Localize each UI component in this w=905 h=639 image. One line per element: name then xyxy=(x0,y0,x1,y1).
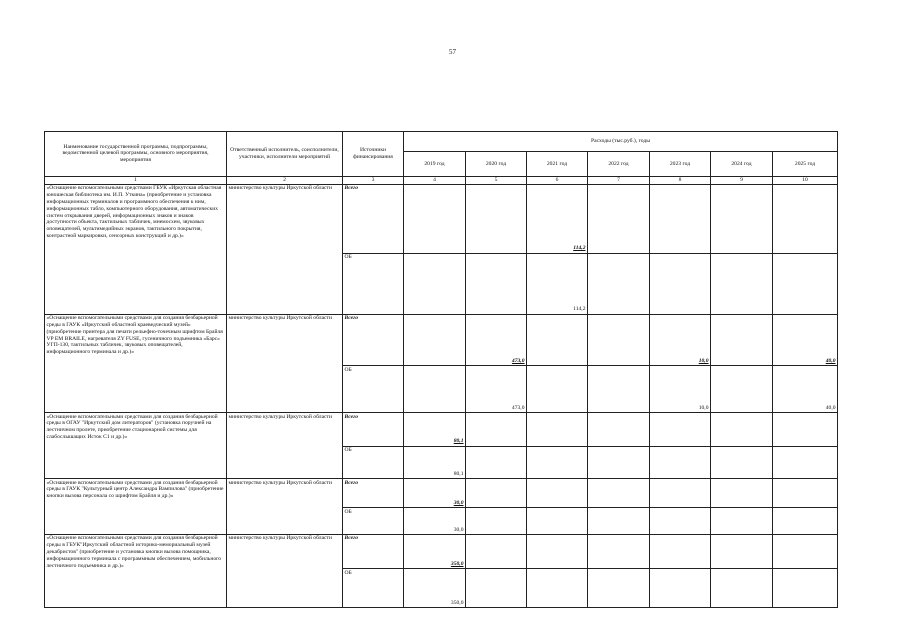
measure-row-total xyxy=(45,534,838,569)
ob-value-cell xyxy=(773,569,838,608)
ob-value-cell: 473,0 xyxy=(466,366,527,413)
total-value-cell: 350,0 xyxy=(404,534,466,569)
measure-name: «Оснащение вспомогательными средствами для создания безбарьерной среды в ГАУК "Культурный центр Александра Вампилова" (приобретение кнопки вызова персонала со шрифтом Брайля и др.)» xyxy=(45,479,227,535)
responsible-executor: министерство культуры Иркутской области xyxy=(227,184,343,314)
responsible-executor: министерство культуры Иркутской области xyxy=(227,479,343,535)
ob-value-cell xyxy=(711,508,773,534)
column-number-row xyxy=(45,176,838,184)
ob-value-cell xyxy=(650,508,711,534)
responsible-executor: министерство культуры Иркутской области xyxy=(227,413,343,479)
total-value-cell xyxy=(466,534,527,569)
ob-value-cell: 114,2 xyxy=(527,253,588,314)
ob-value-cell xyxy=(527,366,588,413)
ob-value-cell xyxy=(527,508,588,534)
ob-value-cell: 40,0 xyxy=(773,366,838,413)
total-value-cell xyxy=(650,534,711,569)
total-value-cell xyxy=(466,479,527,508)
responsible-executor: министерство культуры Иркутской области xyxy=(227,534,343,607)
ob-value-cell xyxy=(650,446,711,478)
total-value-cell xyxy=(466,413,527,446)
ob-value-cell xyxy=(404,253,466,314)
header-sources: Источники финансирования xyxy=(343,132,404,177)
total-value-cell xyxy=(588,413,650,446)
measure-name: «Оснащение вспомогательными средствами для создания безбарьерной среды в ОГАУ "Иркутский дом литераторов" (установка поручней на лестничном пролете, приобретение стационарной системы для слабослышащих Исток С1 и др.)» xyxy=(45,413,227,479)
header-responsible: Ответственный исполнитель, соисполнители, участники, исполнители мероприятий xyxy=(227,132,343,177)
total-value-cell xyxy=(711,479,773,508)
source-total-label: Всего xyxy=(343,479,404,508)
total-value-cell xyxy=(466,184,527,253)
budget-table xyxy=(44,131,838,608)
total-value-cell xyxy=(527,413,588,446)
ob-value-cell xyxy=(466,446,527,478)
source-ob-label: ОБ xyxy=(343,569,404,608)
total-value-cell xyxy=(588,479,650,508)
column-number: 4 xyxy=(404,176,466,184)
source-total-label: Всего xyxy=(343,184,404,253)
ob-value-cell xyxy=(773,508,838,534)
ob-value-cell: 30,0 xyxy=(404,508,466,534)
measure-row-total xyxy=(45,184,838,253)
total-value-cell: 10,0 xyxy=(650,314,711,366)
total-value-cell: 473,0 xyxy=(466,314,527,366)
measure-name: «Оснащение вспомогательными средствами ГБУК «Иркутская областная юношеская библиотека им. И.П. Уткина» (приобретение и установка информационных терминалов и программного обеспечения к ним, информационных табло, компьютерного оборудования, автоматических систем открывания дверей, информационных знаков и знаков доступности объекта, тактильных табличек, мнемосхем, звуковых оповещателей, мультимедийных экранов, тактильного покрытия, контрастной маркировки, сенсорных конструкций и др.)» xyxy=(45,184,227,314)
column-number: 5 xyxy=(466,176,527,184)
ob-value-cell xyxy=(588,508,650,534)
ob-value-cell xyxy=(466,569,527,608)
source-ob-label: ОБ xyxy=(343,366,404,413)
column-number: 10 xyxy=(773,176,838,184)
header-year: 2019 год xyxy=(404,152,466,176)
source-ob-label: ОБ xyxy=(343,253,404,314)
column-number: 2 xyxy=(227,176,343,184)
ob-value-cell xyxy=(466,253,527,314)
header-year: 2022 год xyxy=(588,152,650,176)
ob-value-cell xyxy=(588,366,650,413)
header-row-top xyxy=(45,132,838,152)
total-value-cell: 30,0 xyxy=(404,479,466,508)
ob-value-cell: 80,1 xyxy=(404,446,466,478)
total-value-cell xyxy=(650,479,711,508)
total-value-cell xyxy=(404,184,466,253)
source-total-label: Всего xyxy=(343,534,404,569)
total-value-cell xyxy=(650,184,711,253)
total-value-cell xyxy=(773,413,838,446)
header-year: 2024 год xyxy=(711,152,773,176)
total-value-cell xyxy=(711,314,773,366)
ob-value-cell xyxy=(773,446,838,478)
total-value-cell xyxy=(527,534,588,569)
measure-row-total xyxy=(45,479,838,508)
ob-value-cell xyxy=(588,569,650,608)
ob-value-cell xyxy=(711,366,773,413)
source-total-label: Всего xyxy=(343,413,404,446)
column-number: 8 xyxy=(650,176,711,184)
total-value-cell xyxy=(527,479,588,508)
header-year: 2023 год xyxy=(650,152,711,176)
column-number: 7 xyxy=(588,176,650,184)
source-ob-label: ОБ xyxy=(343,446,404,478)
header-year: 2020 год xyxy=(466,152,527,176)
column-number: 3 xyxy=(343,176,404,184)
column-number: 1 xyxy=(45,176,227,184)
ob-value-cell xyxy=(711,446,773,478)
ob-value-cell xyxy=(466,508,527,534)
ob-value-cell xyxy=(404,366,466,413)
ob-value-cell xyxy=(527,569,588,608)
ob-value-cell xyxy=(711,253,773,314)
page-number: 57 xyxy=(449,48,456,56)
total-value-cell xyxy=(650,413,711,446)
total-value-cell xyxy=(711,413,773,446)
total-value-cell xyxy=(527,314,588,366)
ob-value-cell xyxy=(527,446,588,478)
ob-value-cell xyxy=(773,253,838,314)
ob-value-cell: 10,0 xyxy=(650,366,711,413)
ob-value-cell xyxy=(650,253,711,314)
total-value-cell: 114,2 xyxy=(527,184,588,253)
total-value-cell xyxy=(588,534,650,569)
ob-value-cell xyxy=(711,569,773,608)
total-value-cell: 80,1 xyxy=(404,413,466,446)
header-name: Наименование государственной программы, подпрограммы, ведомственной целевой программы, основного мероприятия, мероприятия xyxy=(45,132,227,177)
total-value-cell xyxy=(588,314,650,366)
ob-value-cell: 350,0 xyxy=(404,569,466,608)
total-value-cell xyxy=(773,479,838,508)
total-value-cell: 40,0 xyxy=(773,314,838,366)
total-value-cell xyxy=(588,184,650,253)
ob-value-cell xyxy=(588,446,650,478)
header-year: 2025 год xyxy=(773,152,838,176)
total-value-cell xyxy=(711,184,773,253)
source-total-label: Всего xyxy=(343,314,404,366)
total-value-cell xyxy=(404,314,466,366)
ob-value-cell xyxy=(588,253,650,314)
ob-value-cell xyxy=(650,569,711,608)
measure-row-total xyxy=(45,413,838,446)
column-number: 6 xyxy=(527,176,588,184)
measure-row-total xyxy=(45,314,838,366)
total-value-cell xyxy=(711,534,773,569)
measure-name: «Оснащение вспомогательными средствами для создания безбарьерной среды в ГАУК «Иркутский областной краеведческий музей» (приобретение принтера для печати рельефно-точечным шрифтом Брайля VP EM BRAILE, нагревателя ZY FUSE, гусеничного подъемника «Барс» УГП-130, тактильных табличек, звуковых оповещателей, информационного терминала и др.)» xyxy=(45,314,227,412)
measure-name: «Оснащение вспомогательными средствами для создания безбарьерной среды в ГБУК"Иркутский областной историко-мемориальный музей декабристов" (приобретение и установка кнопки вызова помощника, информационного терминала с программным обеспечением, мобильного лестничного подъемника и др.)» xyxy=(45,534,227,607)
responsible-executor: министерство культуры Иркутской области xyxy=(227,314,343,412)
source-ob-label: ОБ xyxy=(343,508,404,534)
total-value-cell xyxy=(773,534,838,569)
header-year: 2021 год xyxy=(527,152,588,176)
column-number: 9 xyxy=(711,176,773,184)
total-value-cell xyxy=(773,184,838,253)
header-expenses: Расходы (тыс.руб.), годы xyxy=(404,132,838,152)
